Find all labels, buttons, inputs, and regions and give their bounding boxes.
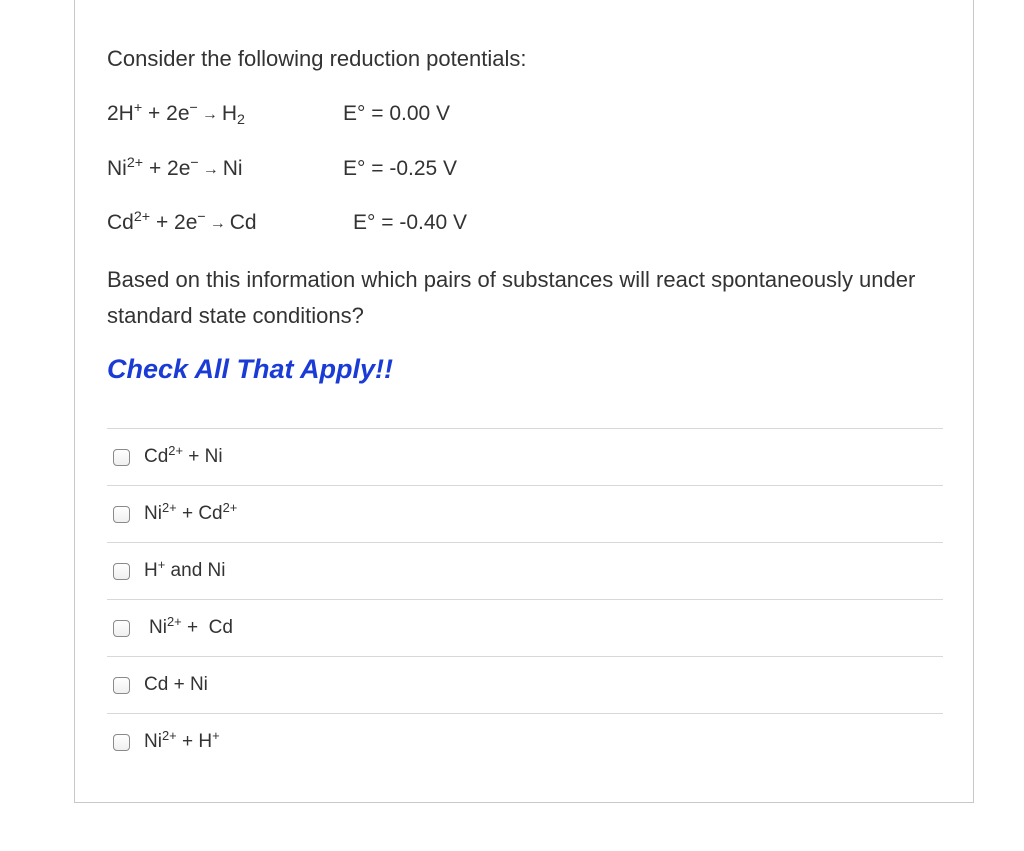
- product: $H_2$: [221, 102, 245, 129]
- reactant: 2H+: [107, 100, 143, 125]
- option-label: Cd + Ni: [144, 674, 208, 695]
- answer-option[interactable]: [107, 713, 943, 770]
- electron-term: + 2e−: [143, 155, 199, 180]
- checkbox[interactable]: [113, 506, 130, 523]
- checkbox[interactable]: [113, 449, 130, 466]
- electron-term: + 2e−: [142, 100, 198, 125]
- answer-option[interactable]: [107, 542, 943, 599]
- check-all-instruction: Check All That Apply!!: [107, 354, 394, 384]
- answer-option[interactable]: [107, 656, 943, 713]
- intro-text: Consider the following reduction potentials:: [107, 46, 527, 71]
- answer-option[interactable]: [107, 485, 943, 542]
- checkbox[interactable]: [113, 734, 130, 751]
- checkbox[interactable]: [113, 620, 130, 637]
- reactant: $Ni^{2+}$: [107, 155, 144, 180]
- right-arrow-icon: →: [201, 106, 218, 123]
- question-text: Based on this information which pairs of substances will react spontaneously under standard state conditions?: [107, 267, 916, 328]
- answer-options: [107, 428, 943, 770]
- option-label: $Ni^{2+} + Cd$: [149, 613, 233, 638]
- answer-option[interactable]: [107, 428, 943, 485]
- option-label: $Cd^{2+} + Ni$: [144, 442, 223, 467]
- product: Ni: [222, 157, 243, 180]
- reduction-potential: E° = 0.00 V: [343, 102, 451, 125]
- product: Cd: [229, 211, 257, 234]
- right-arrow-icon: →: [209, 215, 226, 232]
- option-label: $Ni^{2+} + Cd^{2+}$: [144, 499, 238, 524]
- reduction-potential: E° = -0.25 V: [343, 157, 458, 180]
- reaction-row: [107, 100, 451, 130]
- checkbox[interactable]: [113, 563, 130, 580]
- reactant: $Cd^{2+}$: [107, 209, 151, 234]
- reduction-potential: E° = -0.40 V: [353, 211, 468, 234]
- reaction-row: [107, 209, 468, 239]
- option-label: H+ and Ni: [144, 556, 226, 581]
- right-arrow-icon: →: [202, 161, 219, 178]
- option-label: $Ni^{2+} + H^+$: [144, 727, 220, 752]
- checkbox[interactable]: [113, 677, 130, 694]
- reaction-row: [107, 155, 458, 185]
- answer-option[interactable]: [107, 599, 943, 656]
- electron-term: + 2e−: [150, 209, 206, 234]
